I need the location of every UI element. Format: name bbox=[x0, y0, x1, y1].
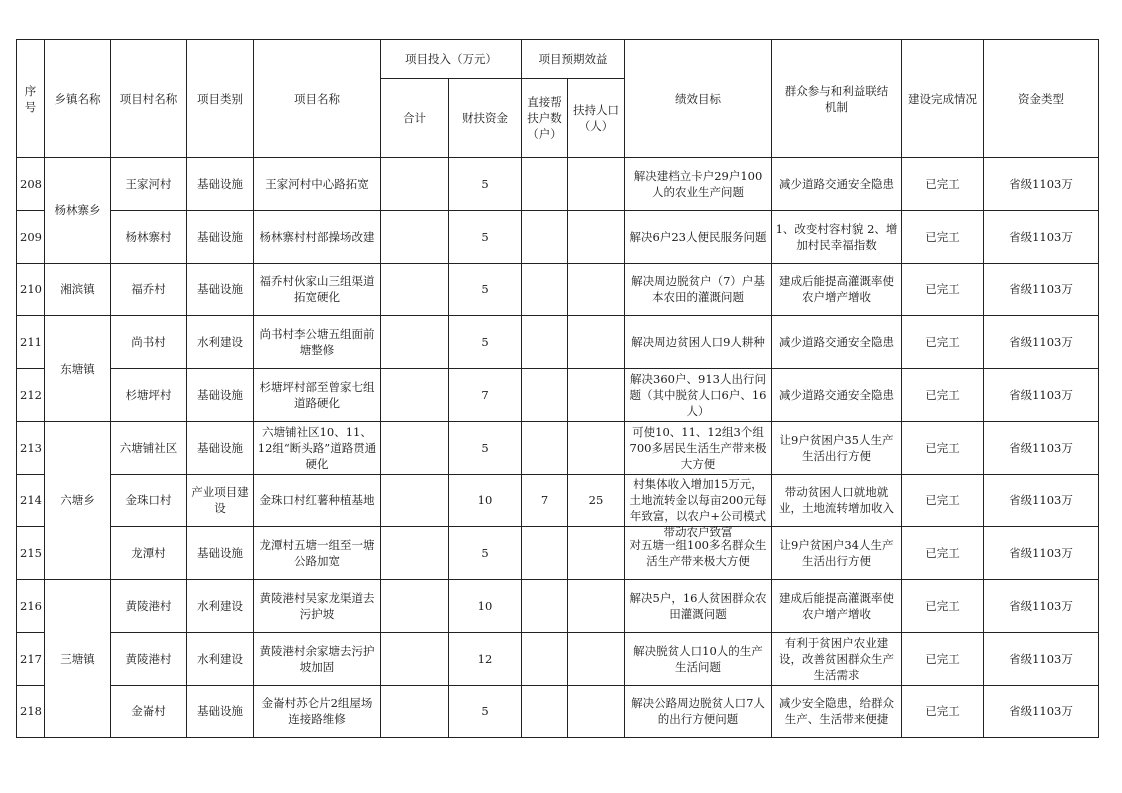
header-total: 合计 bbox=[381, 79, 449, 158]
cell-supported-people bbox=[568, 685, 625, 738]
cell-mechanism bbox=[772, 421, 902, 474]
cell-completion: 已完工 bbox=[902, 158, 984, 211]
cell-direct-households bbox=[522, 158, 568, 211]
header-direct-households: 直接帮扶户数（户） bbox=[522, 79, 568, 158]
mechanism-text: 让9户贫困户34人生产生活出行方便 bbox=[779, 538, 894, 569]
header-category: 项目类别 bbox=[187, 40, 254, 158]
cell-completion: 已完工 bbox=[902, 316, 984, 369]
table-row bbox=[17, 632, 1099, 685]
cell-project-name: 王家河村中心路拓宽 bbox=[254, 158, 381, 211]
cell-total bbox=[381, 632, 449, 685]
cell-mechanism bbox=[772, 158, 902, 211]
cell-fiscal-funds: 5 bbox=[449, 210, 522, 263]
cell-village: 金崙村 bbox=[111, 685, 187, 738]
table-row bbox=[17, 369, 1099, 422]
cell-fund-type: 省级1103万 bbox=[984, 263, 1099, 316]
cell-project-name: 黄陵港村余家塘去污护坡加固 bbox=[254, 632, 381, 685]
cell-direct-households bbox=[522, 263, 568, 316]
cell-performance-goal bbox=[625, 316, 772, 369]
cell-mechanism bbox=[772, 580, 902, 633]
cell-supported-people bbox=[568, 316, 625, 369]
cell-village: 杨林寨村 bbox=[111, 210, 187, 263]
header-fund-type: 资金类型 bbox=[984, 40, 1099, 158]
cell-total bbox=[381, 474, 449, 527]
cell-fiscal-funds: 12 bbox=[449, 632, 522, 685]
header-investment-group: 项目投入（万元） bbox=[381, 40, 522, 79]
cell-direct-households bbox=[522, 316, 568, 369]
cell-index: 218 bbox=[17, 685, 45, 738]
cell-village: 龙潭村 bbox=[111, 527, 187, 580]
cell-completion: 已完工 bbox=[902, 263, 984, 316]
cell-performance-goal bbox=[625, 263, 772, 316]
mechanism-text: 建成后能提高灌溉率使农户增产增收 bbox=[779, 590, 894, 621]
cell-fund-type: 省级1103万 bbox=[984, 474, 1099, 527]
cell-fund-type: 省级1103万 bbox=[984, 210, 1099, 263]
cell-mechanism bbox=[772, 632, 902, 685]
cell-category: 基础设施 bbox=[187, 263, 254, 316]
cell-total bbox=[381, 580, 449, 633]
cell-index: 215 bbox=[17, 527, 45, 580]
cell-supported-people bbox=[568, 421, 625, 474]
cell-index: 216 bbox=[17, 580, 45, 633]
header-benefit-group: 项目预期效益 bbox=[522, 40, 625, 79]
cell-township: 六塘乡 bbox=[45, 421, 111, 579]
cell-project-name: 黄陵港村吴家龙渠道去污护坡 bbox=[254, 580, 381, 633]
cell-category: 基础设施 bbox=[187, 158, 254, 211]
table-row bbox=[17, 685, 1099, 738]
cell-project-name: 尚书村李公塘五组面前塘整修 bbox=[254, 316, 381, 369]
cell-category: 水利建设 bbox=[187, 580, 254, 633]
cell-township: 湘滨镇 bbox=[45, 263, 111, 316]
cell-mechanism bbox=[772, 210, 902, 263]
cell-supported-people bbox=[568, 210, 625, 263]
performance-goal-text: 解决360户、913人出行问题（其中脱贫人口6户、16人） bbox=[629, 371, 767, 418]
performance-goal-text: 解决周边贫困人口9人耕种 bbox=[631, 335, 765, 350]
cell-category: 基础设施 bbox=[187, 369, 254, 422]
cell-direct-households bbox=[522, 421, 568, 474]
cell-completion: 已完工 bbox=[902, 421, 984, 474]
project-name-text: 六塘铺社区10、11、12组“断头路”道路贯通硬化 bbox=[257, 424, 377, 471]
cell-index: 208 bbox=[17, 158, 45, 211]
cell-project-name: 福乔村伙家山三组渠道拓宽硬化 bbox=[254, 263, 381, 316]
poverty-project-table bbox=[16, 39, 1099, 738]
cell-village: 黄陵港村 bbox=[111, 580, 187, 633]
cell-township: 三塘镇 bbox=[45, 580, 111, 738]
cell-total bbox=[381, 685, 449, 738]
cell-direct-households bbox=[522, 527, 568, 580]
table-row bbox=[17, 474, 1099, 527]
cell-fund-type: 省级1103万 bbox=[984, 527, 1099, 580]
cell-mechanism bbox=[772, 263, 902, 316]
cell-category: 基础设施 bbox=[187, 685, 254, 738]
table-row bbox=[17, 580, 1099, 633]
cell-supported-people: 25 bbox=[568, 474, 625, 527]
cell-total bbox=[381, 263, 449, 316]
cell-supported-people bbox=[568, 580, 625, 633]
header-mechanism: 群众参与和利益联结机制 bbox=[772, 40, 902, 158]
cell-mechanism bbox=[772, 685, 902, 738]
mechanism-text: 有利于贫困户农业建设，改善贫困群众生产生活需求 bbox=[779, 635, 894, 682]
cell-direct-households: 7 bbox=[522, 474, 568, 527]
cell-mechanism bbox=[772, 527, 902, 580]
cell-total bbox=[381, 527, 449, 580]
performance-goal-text: 解决5户，16人贫困群众农田灌溉问题 bbox=[629, 590, 767, 621]
mechanism-text: 减少道路交通安全隐患 bbox=[779, 335, 894, 350]
performance-goal-text: 解决建档立卡户29户100人的农业生产问题 bbox=[633, 168, 763, 199]
cell-village: 福乔村 bbox=[111, 263, 187, 316]
header-performance-goal: 绩效目标 bbox=[625, 40, 772, 158]
cell-village: 六塘铺社区 bbox=[111, 421, 187, 474]
cell-total bbox=[381, 421, 449, 474]
mechanism-text: 减少道路交通安全隐患 bbox=[779, 176, 894, 191]
cell-index: 210 bbox=[17, 263, 45, 316]
header-project-name: 项目名称 bbox=[254, 40, 381, 158]
header-village: 项目村名称 bbox=[111, 40, 187, 158]
table-row bbox=[17, 158, 1099, 211]
cell-fund-type: 省级1103万 bbox=[984, 685, 1099, 738]
cell-supported-people bbox=[568, 527, 625, 580]
cell-fund-type: 省级1103万 bbox=[984, 158, 1099, 211]
cell-index: 209 bbox=[17, 210, 45, 263]
header-township: 乡镇名称 bbox=[45, 40, 111, 158]
mechanism-text: 1、改变村容村貌 2、增加村民幸福指数 bbox=[775, 221, 898, 252]
cell-completion: 已完工 bbox=[902, 527, 984, 580]
cell-total bbox=[381, 210, 449, 263]
cell-fiscal-funds: 10 bbox=[449, 580, 522, 633]
cell-village: 王家河村 bbox=[111, 158, 187, 211]
cell-total bbox=[381, 316, 449, 369]
cell-fund-type: 省级1103万 bbox=[984, 369, 1099, 422]
cell-fund-type: 省级1103万 bbox=[984, 316, 1099, 369]
cell-fiscal-funds: 5 bbox=[449, 421, 522, 474]
cell-mechanism bbox=[772, 474, 902, 527]
cell-village: 尚书村 bbox=[111, 316, 187, 369]
cell-direct-households bbox=[522, 210, 568, 263]
cell-category: 基础设施 bbox=[187, 421, 254, 474]
cell-completion: 已完工 bbox=[902, 580, 984, 633]
cell-village: 黄陵港村 bbox=[111, 632, 187, 685]
cell-index: 214 bbox=[17, 474, 45, 527]
cell-direct-households bbox=[522, 632, 568, 685]
cell-supported-people bbox=[568, 369, 625, 422]
cell-index: 212 bbox=[17, 369, 45, 422]
cell-project-name bbox=[254, 421, 381, 474]
cell-category: 基础设施 bbox=[187, 527, 254, 580]
cell-direct-households bbox=[522, 685, 568, 738]
cell-completion: 已完工 bbox=[902, 685, 984, 738]
table-row bbox=[17, 210, 1099, 263]
table-row bbox=[17, 421, 1099, 474]
performance-goal-text: 解决公路周边脱贫人口7人的出行方便问题 bbox=[631, 696, 765, 727]
cell-supported-people bbox=[568, 158, 625, 211]
cell-mechanism bbox=[772, 316, 902, 369]
cell-project-name: 杨林寨村村部操场改建 bbox=[254, 210, 381, 263]
cell-fiscal-funds: 5 bbox=[449, 158, 522, 211]
cell-village: 杉塘坪村 bbox=[111, 369, 187, 422]
cell-fiscal-funds: 5 bbox=[449, 316, 522, 369]
cell-performance-goal bbox=[625, 580, 772, 633]
cell-project-name: 金崙村苏仑片2组屋场连接路维修 bbox=[254, 685, 381, 738]
cell-fiscal-funds: 7 bbox=[449, 369, 522, 422]
cell-project-name: 杉塘坪村部至曾家七组道路硬化 bbox=[254, 369, 381, 422]
cell-completion: 已完工 bbox=[902, 369, 984, 422]
cell-category: 水利建设 bbox=[187, 316, 254, 369]
mechanism-text: 减少安全隐患，给群众生产、生活带来便捷 bbox=[779, 696, 894, 727]
cell-township: 东塘镇 bbox=[45, 316, 111, 422]
cell-performance-goal bbox=[625, 369, 772, 422]
cell-fiscal-funds: 5 bbox=[449, 685, 522, 738]
cell-performance-goal bbox=[625, 474, 772, 540]
cell-index: 213 bbox=[17, 421, 45, 474]
table-row bbox=[17, 527, 1099, 580]
cell-performance-goal bbox=[625, 158, 772, 211]
cell-township: 杨林寨乡 bbox=[45, 158, 111, 264]
cell-performance-goal bbox=[625, 421, 772, 474]
cell-performance-goal bbox=[625, 632, 772, 685]
table-row bbox=[17, 263, 1099, 316]
header-completion: 建设完成情况 bbox=[902, 40, 984, 158]
cell-index: 217 bbox=[17, 632, 45, 685]
header-fiscal-funds: 财扶资金 bbox=[449, 79, 522, 158]
mechanism-text: 建成后能提高灌溉率使农户增产增收 bbox=[779, 274, 894, 305]
cell-completion: 已完工 bbox=[902, 210, 984, 263]
cell-village: 金珠口村 bbox=[111, 474, 187, 527]
header-index: 序号 bbox=[17, 40, 45, 158]
cell-direct-households bbox=[522, 580, 568, 633]
mechanism-text: 减少道路交通安全隐患 bbox=[779, 387, 894, 402]
cell-fiscal-funds: 5 bbox=[449, 263, 522, 316]
cell-fiscal-funds: 5 bbox=[449, 527, 522, 580]
cell-supported-people bbox=[568, 632, 625, 685]
cell-category: 水利建设 bbox=[187, 632, 254, 685]
cell-completion: 已完工 bbox=[902, 474, 984, 527]
cell-mechanism bbox=[772, 369, 902, 422]
cell-direct-households bbox=[522, 369, 568, 422]
mechanism-text: 让9户贫困户35人生产生活出行方便 bbox=[779, 432, 894, 463]
performance-goal-text: 村集体收入增加15万元，土地流转金以每亩200元每年致富，以农户+公司模式带动农户致富 bbox=[629, 477, 767, 540]
cell-completion: 已完工 bbox=[902, 632, 984, 685]
table-row bbox=[17, 316, 1099, 369]
cell-project-name: 金珠口村红薯种植基地 bbox=[254, 474, 381, 527]
performance-goal-text: 解决周边脱贫户（7）户基本农田的灌溉问题 bbox=[631, 274, 765, 305]
cell-fund-type: 省级1103万 bbox=[984, 580, 1099, 633]
performance-goal-text: 解决脱贫人口10人的生产生活问题 bbox=[633, 643, 763, 674]
performance-goal-text: 对五塘一组100多名群众生活生产带来极大方便 bbox=[629, 538, 767, 569]
performance-goal-text: 解决6户23人便民服务问题 bbox=[629, 229, 767, 244]
cell-project-name: 龙潭村五塘一组至一塘公路加宽 bbox=[254, 527, 381, 580]
cell-total bbox=[381, 158, 449, 211]
cell-category: 产业项目建设 bbox=[187, 474, 254, 527]
cell-fund-type: 省级1103万 bbox=[984, 421, 1099, 474]
cell-supported-people bbox=[568, 263, 625, 316]
performance-goal-text: 可使10、11、12组3个组700多居民生活生产带来极大方便 bbox=[629, 424, 767, 471]
cell-category: 基础设施 bbox=[187, 210, 254, 263]
cell-fund-type: 省级1103万 bbox=[984, 632, 1099, 685]
cell-performance-goal bbox=[625, 210, 772, 263]
cell-performance-goal bbox=[625, 685, 772, 738]
header-supported-people: 扶持人口（人） bbox=[568, 79, 625, 158]
mechanism-text: 带动贫困人口就地就业，土地流转增加收入 bbox=[779, 485, 894, 516]
cell-fiscal-funds: 10 bbox=[449, 474, 522, 527]
cell-index: 211 bbox=[17, 316, 45, 369]
cell-total bbox=[381, 369, 449, 422]
